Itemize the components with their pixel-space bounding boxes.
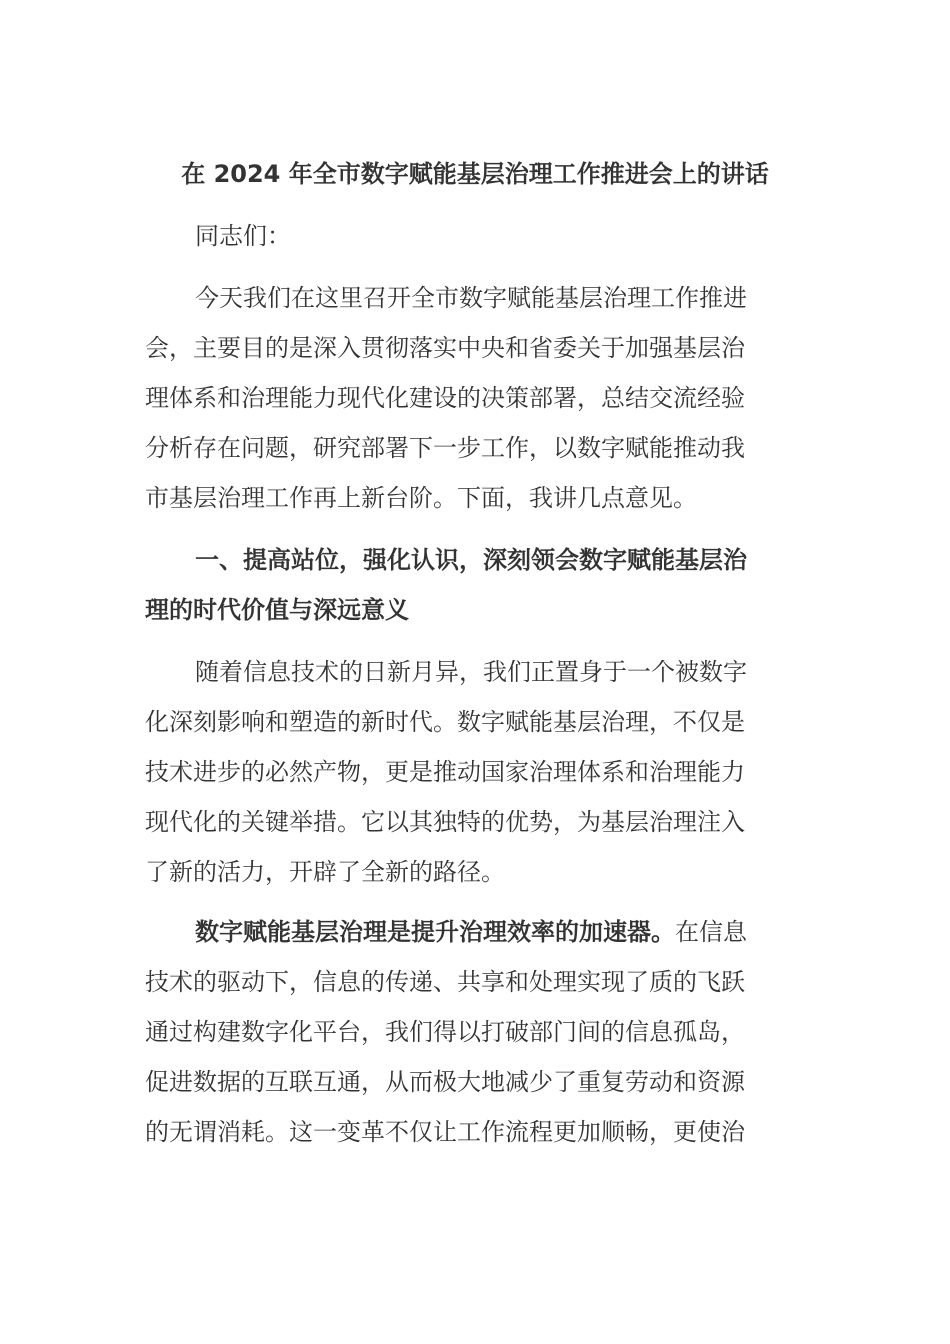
paragraph-line: 现代化的关键举措。它以其独特的优势，为基层治理注入 xyxy=(145,808,745,836)
paragraph-line: 促进数据的互联互通，从而极大地减少了重复劳动和资源 xyxy=(145,1068,745,1096)
document-title: 在 2024 年全市数字赋能基层治理工作推进会上的讲话 xyxy=(181,160,769,188)
intro-line: 分析存在问题，研究部署下一步工作，以数字赋能推动我 xyxy=(145,434,745,462)
intro-line: 市基层治理工作再上新台阶。下面，我讲几点意见。 xyxy=(145,484,697,512)
paragraph-lead-line xyxy=(195,914,815,950)
paragraph-line: 随着信息技术的日新月异，我们正置身于一个被数字 xyxy=(195,658,747,686)
paragraph-lead-bold: 数字赋能基层治理是提升治理效率的加速器。 xyxy=(195,918,675,946)
intro-line: 今天我们在这里召开全市数字赋能基层治理工作推进 xyxy=(195,284,747,312)
paragraph-line: 化深刻影响和塑造的新时代。数字赋能基层治理，不仅是 xyxy=(145,708,745,736)
section-heading-line: 一、提高站位，强化认识，深刻领会数字赋能基层治 xyxy=(195,546,747,574)
section-heading-line: 理的时代价值与深远意义 xyxy=(145,596,409,624)
paragraph-line: 技术的驱动下，信息的传递、共享和处理实现了质的飞跃 xyxy=(145,968,745,996)
paragraph-line: 了新的活力，开辟了全新的路径。 xyxy=(145,858,505,886)
salutation: 同志们： xyxy=(195,222,291,250)
intro-line: 理体系和治理能力现代化建设的决策部署，总结交流经验 xyxy=(145,384,745,412)
paragraph-lead-rest: 在信息 xyxy=(675,918,747,946)
intro-line: 会，主要目的是深入贯彻落实中央和省委关于加强基层治 xyxy=(145,334,745,362)
paragraph-line: 通过构建数字化平台，我们得以打破部门间的信息孤岛， xyxy=(145,1018,745,1046)
paragraph-line: 的无谓消耗。这一变革不仅让工作流程更加顺畅，更使治 xyxy=(145,1118,745,1146)
paragraph-line: 技术进步的必然产物，更是推动国家治理体系和治理能力 xyxy=(145,758,745,786)
